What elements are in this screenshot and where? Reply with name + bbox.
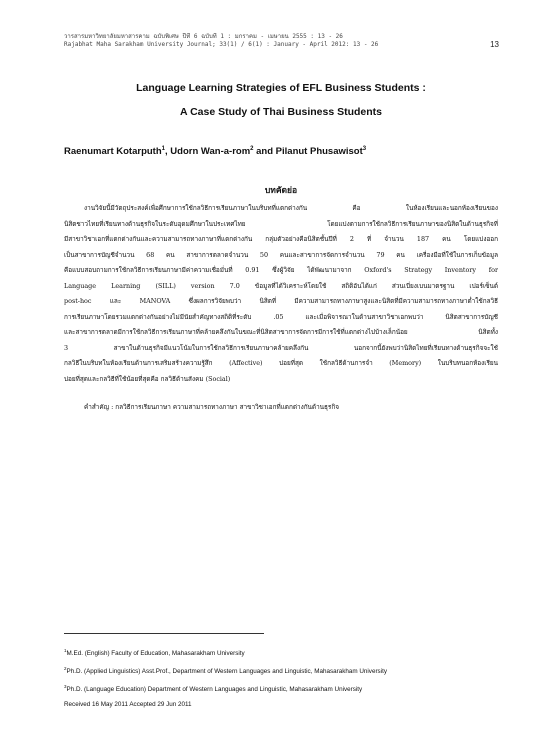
- abstract-body: [64, 201, 498, 387]
- footnote-3-text: Ph.D. (Language Education) Department of Western Languages and Linguistic, Mahasarakham University: [66, 686, 363, 694]
- footnote-1-mark: 1: [64, 648, 67, 653]
- abstract-line: นิสิตชาวไทยที่เรียนทางด้านธุรกิจในระดับอุดมศึกษาในประเทศไทย โดยแบ่งตามการใช้กลวิธีการเรียนภาษาของนิสิตในด้านธุรกิจที่: [64, 219, 498, 228]
- abstract-line: และสาขาการตลาดมีการใช้กลวิธีการเรียนภาษาที่คล้ายคลึงกันในขณะที่นิสิตสาขาการจัดการมีการใช้ที่แตกต่างไปบ้างเล็กน้อย นิสิตทั้ง: [64, 328, 498, 336]
- paper-title-line-1: Language Learning Strategies of EFL Business Students :: [136, 82, 426, 94]
- footnote-1: [64, 643, 504, 661]
- footnote-3: [64, 679, 504, 697]
- page-number: 13: [490, 40, 499, 49]
- abstract-line: มีสาขาวิชาเอกที่แตกต่างกันและความสามารถทางภาษาที่แตกต่างกัน กลุ่มตัวอย่างคือนิสิตชั้นปีที่ 2 ที่ จำนวน 187 คน โดยแบ่งออก: [64, 235, 498, 243]
- journal-header-thai: วารสารมหาวิทยาลัยมหาสารคาม ฉบับพิเศษ ปีที่ 6 ฉบับที่ 1 : มกราคม - เมษายน 2555 : 13 - 26: [64, 33, 343, 40]
- author-3: Pilanut Phusawisot: [275, 146, 363, 158]
- abstract-line: Language Learning (SILL) version 7.0 ข้อมูลที่ได้วิเคราะห์โดยใช้ สถิติอันได้แก่ ส่วนเบี่ยงเบนมาตรฐาน เปอร์เซ็นต์: [64, 281, 498, 290]
- author-2: Udorn Wan-a-rom: [170, 146, 251, 158]
- abstract-line: คือแบบสอบถามการใช้กลวิธีการเรียนภาษามีค่าความเชื่อมั่นที่ 0.91 ซึ่งผู้วิจัย ได้พัฒนามาจาก Oxford's Strategy Inventory for: [64, 266, 498, 274]
- abstract-line: 3 สาขาในด้านธุรกิจมีแนวโน้มในการใช้กลวิธีการเรียนภาษาคล้ายคลึงกัน นอกจากนี้ยังพบว่านิสิตไทยที่เรียนทางด้านธุรกิจจะใช้: [64, 343, 498, 352]
- author-separator-1: ,: [165, 146, 171, 158]
- abstract-line: งานวิจัยนี้มีวัตถุประสงค์เพื่อศึกษาการใช้กลวิธีการเรียนภาษาในบริบทที่แตกต่างกัน คือ ในห้องเรียนและนอกห้องเรียนของ: [84, 204, 498, 212]
- paper-title-line-2: A Case Study of Thai Business Students: [179, 106, 383, 118]
- received-date: Received 16 May 2011 Accepted 29 Jun 2011: [64, 701, 192, 709]
- keywords: คำสำคัญ : กลวิธีการเรียนภาษา ความสามารถทางภาษา สาขาวิชาเอกที่แตกต่างกันด้านธุรกิจ: [84, 403, 339, 411]
- footnote-2-mark: 2: [64, 666, 67, 672]
- journal-header: [64, 33, 464, 49]
- author-separator-2: and: [253, 146, 276, 158]
- abstract-line: post-hoc และ MANOVA ซึ่งผลการวิจัยพบว่า นิสิตที่ มีความสามารถทางภาษาสูงและนิสิตที่มีความสามารถทางภาษาต่ำใช้กลวิธี: [64, 297, 498, 305]
- author-2-mark: 2: [250, 146, 254, 152]
- abstract-line: บ่อยที่สุดและกลวิธีที่ใช้น้อยที่สุดคือ กลวิธีด้านสังคม (Social): [64, 374, 231, 383]
- abstract-line: กลวิธีในบริบทในห้องเรียนด้านการเสริมสร้างความรู้สึก (Affective) บ่อยที่สุด ใช้กลวิธีด้านการจำ (Memory) ในบริบทนอกห้องเรียน: [64, 359, 498, 367]
- author-list: [64, 146, 504, 157]
- abstract-heading: บทคัดย่อ: [264, 186, 298, 196]
- footnotes: [64, 643, 504, 712]
- author-1: Raenumart Kotarputh: [64, 146, 162, 158]
- footnote-3-mark: 3: [64, 684, 67, 690]
- author-1-mark: 1: [161, 146, 165, 152]
- abstract-line: การเรียนภาษาโดยรวมแตกต่างกันอย่างไม่มีนัยสำคัญทางสถิติที่ระดับ .05 และเมื่อพิจารณาในด้านสาขาวิชาเอกพบว่า นิสิตสาขาการบัญชี: [64, 312, 498, 321]
- journal-header-english: Rajabhat Maha Sarakham University Journal; 33(1) / 6(1) : January - April 2012: 13 - 26: [64, 41, 379, 48]
- footnote-divider: [64, 633, 264, 634]
- abstract-line: เป็นสาขาการบัญชีจำนวน 68 คน สาขาการตลาดจำนวน 50 คนและสาขาการจัดการจำนวน 79 คน เครื่องมือที่ใช้ในการเก็บข้อมูล: [64, 250, 498, 259]
- footnote-1-text: M.Ed. (English) Faculty of Education, Mahasarakham University: [66, 650, 245, 658]
- footnote-2-text: Ph.D. (Applied Linguistics) Asst.Prof., Department of Western Languages and Linguistic, Mahasarakham University: [66, 668, 387, 676]
- author-3-mark: 3: [362, 146, 367, 152]
- footnote-2: [64, 661, 504, 679]
